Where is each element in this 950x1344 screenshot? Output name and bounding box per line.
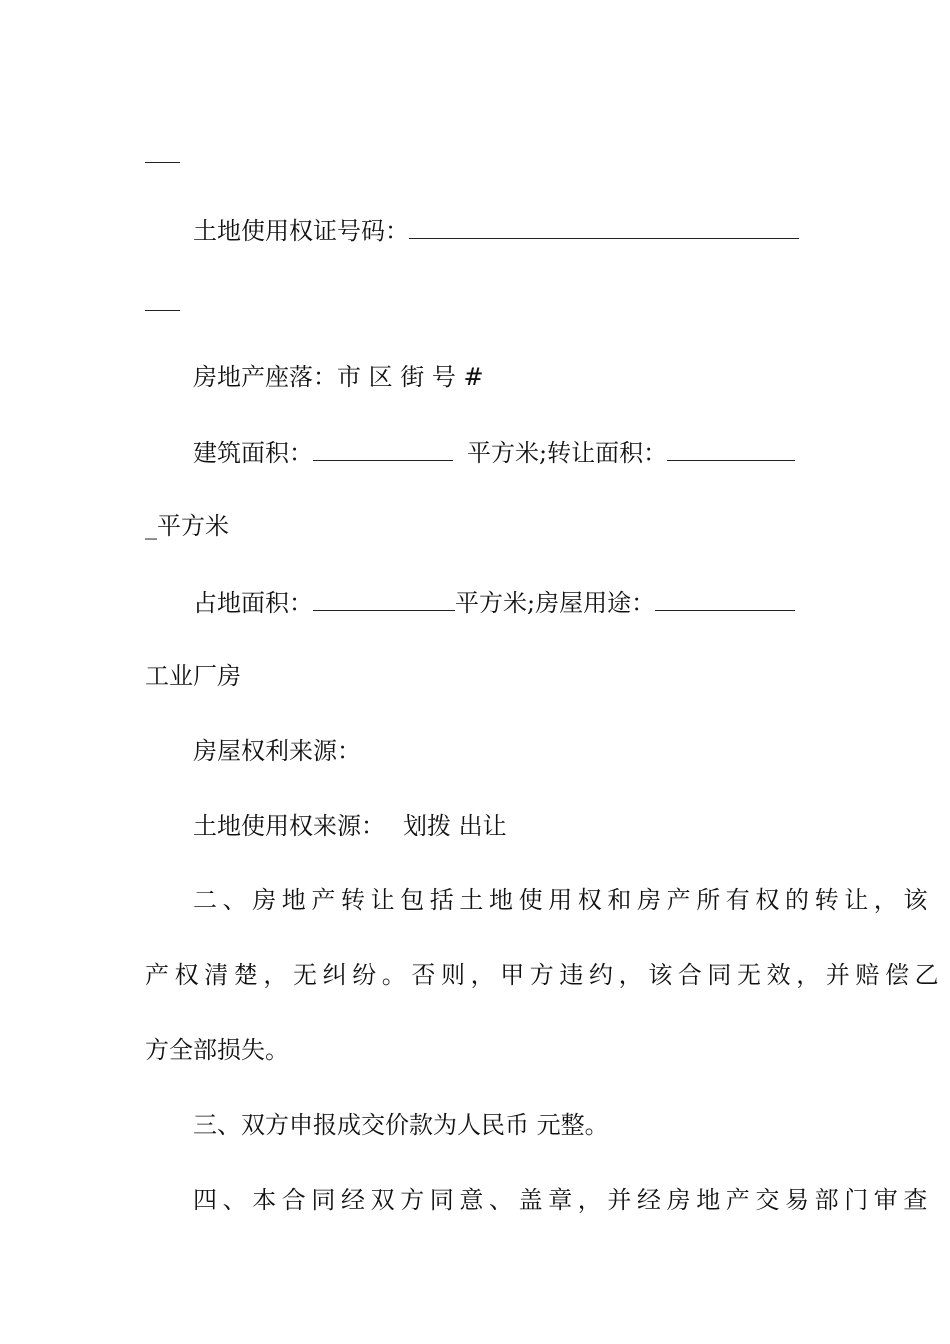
land-source-line <box>193 806 950 846</box>
blank-line-stub <box>145 310 180 311</box>
ownership-source-line: 房屋权利来源： <box>193 737 361 765</box>
sqm-transfer-label: 平方米;转让面积： <box>467 439 668 467</box>
transfer-area-blank <box>667 432 795 461</box>
land-area-line <box>193 582 950 622</box>
land-area-blank <box>313 582 455 611</box>
land-cert-blank <box>409 210 799 239</box>
land-area-label: 占地面积： <box>193 589 313 617</box>
location-line: 房地产座落：市 区 街 号 # <box>193 363 484 391</box>
sqm-usage-label: 平方米;房屋用途： <box>455 589 656 617</box>
usage-blank <box>655 582 795 611</box>
land-source-label: 土地使用权来源： <box>193 812 385 840</box>
clause-2-line-3: 方全部损失。 <box>145 1036 289 1064</box>
clause-4-line-1: 四、本合同经双方同意、盖章，并经房地产交易部门审查 <box>193 1186 933 1214</box>
land-cert-line <box>193 210 950 250</box>
usage-value: 工业厂房 <box>145 662 241 690</box>
building-area-line <box>193 432 950 472</box>
blank-line-stub <box>145 162 180 163</box>
land-cert-label: 土地使用权证号码： <box>193 217 409 245</box>
clause-2-line-1: 二、房地产转让包括土地使用权和房产所有权的转让，该 <box>193 886 933 914</box>
sqm-line: _平方米 <box>145 512 229 540</box>
building-area-blank <box>313 432 453 461</box>
building-area-label: 建筑面积： <box>193 439 313 467</box>
clause-3: 三、双方申报成交价款为人民币 元整。 <box>193 1111 609 1139</box>
land-source-options: 划拨 出让 <box>403 812 507 840</box>
clause-2-line-2: 产权清楚，无纠纷。否则，甲方违约，该合同无效，并赔偿乙 <box>145 961 945 989</box>
